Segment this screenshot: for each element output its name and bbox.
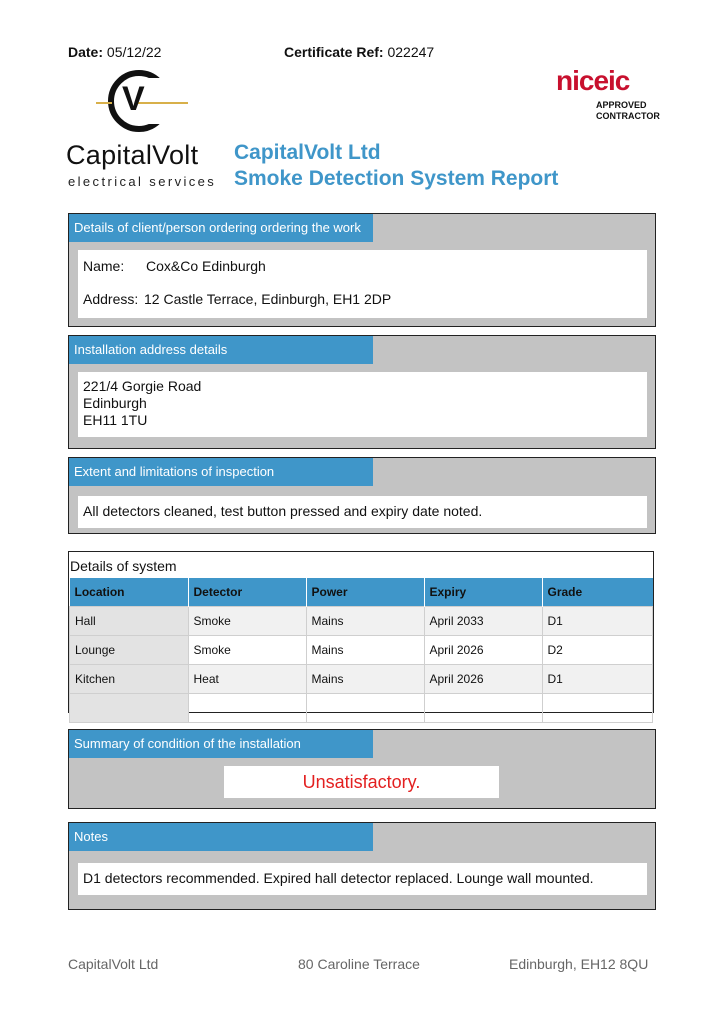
column-header-location: Location bbox=[70, 578, 189, 607]
cell-expiry: April 2026 bbox=[424, 665, 542, 694]
client-address-label: Address: bbox=[83, 291, 139, 307]
cell-power bbox=[306, 694, 424, 723]
date-label: Date: bbox=[68, 44, 104, 60]
cell-expiry bbox=[424, 694, 542, 723]
cell-grade bbox=[542, 694, 653, 723]
cell-location: Kitchen bbox=[70, 665, 189, 694]
client-name-value: Cox&Co Edinburgh bbox=[146, 258, 266, 274]
system-details-section bbox=[68, 551, 654, 713]
company-logo bbox=[66, 66, 226, 190]
notes-section bbox=[68, 822, 656, 910]
installation-address-panel bbox=[78, 372, 647, 437]
certificate-ref bbox=[284, 44, 434, 60]
niceic-line2: CONTRACTOR bbox=[596, 111, 660, 121]
column-header-detector: Detector bbox=[188, 578, 306, 607]
cell-grade: D1 bbox=[542, 607, 653, 636]
table-header-row bbox=[70, 578, 653, 607]
cell-power: Mains bbox=[306, 665, 424, 694]
installation-address-line1: 221/4 Gorgie Road bbox=[83, 378, 202, 394]
cell-expiry: April 2026 bbox=[424, 636, 542, 665]
condition-status: Unsatisfactory. bbox=[224, 766, 499, 798]
table-row bbox=[70, 665, 653, 694]
footer-city: Edinburgh, EH12 8QU bbox=[509, 956, 649, 972]
column-header-power: Power bbox=[306, 578, 424, 607]
system-details-heading: Details of system bbox=[70, 558, 177, 574]
cell-location: Lounge bbox=[70, 636, 189, 665]
logo-ring-gap bbox=[148, 78, 174, 124]
installation-address-line2: Edinburgh bbox=[83, 395, 147, 411]
certificate-ref-label: Certificate Ref: bbox=[284, 44, 384, 60]
logo-subtitle: electrical services bbox=[68, 174, 217, 189]
date-field bbox=[68, 44, 161, 60]
extent-text: All detectors cleaned, test button pressed and expiry date noted. bbox=[78, 496, 647, 528]
footer-street: 80 Caroline Terrace bbox=[298, 956, 420, 972]
cell-detector: Smoke bbox=[188, 607, 306, 636]
certificate-ref-value: 022247 bbox=[387, 44, 435, 60]
column-header-grade: Grade bbox=[542, 578, 653, 607]
installation-address-heading: Installation address details bbox=[69, 336, 373, 364]
report-company-title: CapitalVolt Ltd bbox=[234, 141, 381, 164]
cell-detector: Smoke bbox=[188, 636, 306, 665]
table-row bbox=[70, 636, 653, 665]
niceic-badge bbox=[556, 66, 660, 128]
table-row bbox=[70, 607, 653, 636]
client-details-section bbox=[68, 213, 656, 327]
client-details-heading: Details of client/person ordering ordering the work bbox=[69, 214, 373, 242]
cell-detector bbox=[188, 694, 306, 723]
extent-heading: Extent and limitations of inspection bbox=[69, 458, 373, 486]
cell-grade: D2 bbox=[542, 636, 653, 665]
niceic-line1: APPROVED bbox=[596, 100, 647, 110]
client-details-panel bbox=[78, 250, 647, 318]
logo-accent-line-left bbox=[96, 102, 112, 104]
notes-heading: Notes bbox=[69, 823, 373, 851]
cell-expiry: April 2033 bbox=[424, 607, 542, 636]
client-address-value: 12 Castle Terrace, Edinburgh, EH1 2DP bbox=[144, 291, 392, 307]
footer-company: CapitalVolt Ltd bbox=[68, 956, 159, 972]
logo-name: CapitalVolt bbox=[66, 140, 199, 170]
client-name-label: Name: bbox=[83, 258, 125, 274]
cell-location bbox=[70, 694, 189, 723]
table-row bbox=[70, 694, 653, 723]
cell-detector: Heat bbox=[188, 665, 306, 694]
niceic-mark: niceic bbox=[556, 65, 630, 96]
date-value: 05/12/22 bbox=[106, 44, 162, 60]
installation-address-line3: EH11 1TU bbox=[83, 412, 148, 428]
summary-section bbox=[68, 729, 656, 809]
logo-mark: V bbox=[122, 80, 145, 118]
notes-text: D1 detectors recommended. Expired hall detector replaced. Lounge wall mounted. bbox=[78, 863, 647, 895]
cell-location: Hall bbox=[70, 607, 189, 636]
report-title: Smoke Detection System Report bbox=[234, 167, 559, 190]
installation-address-section bbox=[68, 335, 656, 449]
summary-heading: Summary of condition of the installation bbox=[69, 730, 373, 758]
system-table bbox=[69, 578, 653, 723]
cell-power: Mains bbox=[306, 607, 424, 636]
column-header-expiry: Expiry bbox=[424, 578, 542, 607]
cell-power: Mains bbox=[306, 636, 424, 665]
cell-grade: D1 bbox=[542, 665, 653, 694]
extent-section bbox=[68, 457, 656, 534]
